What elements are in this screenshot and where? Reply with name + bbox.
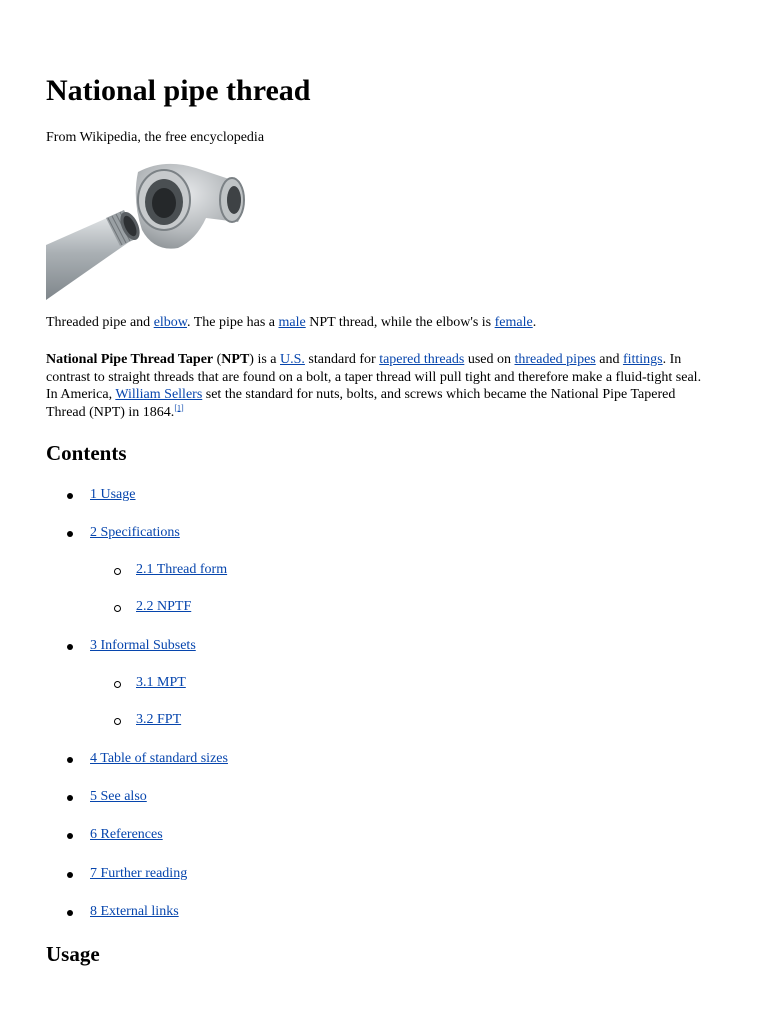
list-bullet <box>67 493 73 499</box>
reference-link-1[interactable]: [1] <box>174 402 184 412</box>
list-bullet <box>67 757 73 763</box>
caption-text-4: . <box>532 315 537 330</box>
lead-paragraph <box>46 351 706 421</box>
figure-caption <box>46 315 536 331</box>
list-circle <box>114 718 121 725</box>
list-bullet <box>67 644 73 650</box>
link-threaded-pipes[interactable]: threaded pipes <box>514 352 596 367</box>
link-tapered-threads[interactable]: tapered threads <box>379 352 465 367</box>
list-bullet <box>67 872 73 878</box>
link-female[interactable]: female <box>494 315 533 330</box>
toc-item-external-links[interactable]: 8 External links <box>90 904 179 919</box>
list-bullet <box>67 795 73 801</box>
list-bullet <box>67 531 73 537</box>
toc-item-mpt[interactable]: 3.1 MPT <box>136 675 186 690</box>
lead-text-6: . In contrast to straight threads that are found on a bolt, a taper thread will pull tight and therefore make a fluid-tight seal. In America, <box>46 352 702 402</box>
toc-item-usage[interactable]: 1 Usage <box>90 487 136 502</box>
pipe-and-elbow-image <box>46 160 251 306</box>
list-bullet <box>67 910 73 916</box>
list-bullet <box>67 833 73 839</box>
list-circle <box>114 605 121 612</box>
toc-item-nptf[interactable]: 2.2 NPTF <box>136 599 192 614</box>
toc-item-further-reading[interactable]: 7 Further reading <box>90 866 188 881</box>
caption-text-1: Threaded pipe and <box>46 315 154 330</box>
lead-text-4: used on <box>464 352 515 367</box>
toc-item-references[interactable]: 6 References <box>90 827 163 842</box>
lead-text-1: ( <box>213 352 222 367</box>
toc-item-see-also[interactable]: 5 See also <box>90 789 147 804</box>
toc-item-thread-form[interactable]: 2.1 Thread form <box>136 562 228 577</box>
lead-text-7: set the standard for nuts, bolts, and screws which became the National Pipe Tapered Thread (NPT) in 1864. <box>46 387 676 420</box>
list-circle <box>114 681 121 688</box>
list-circle <box>114 568 121 575</box>
lead-bold-abbr: NPT <box>221 352 250 367</box>
toc-item-specifications[interactable]: 2 Specifications <box>90 525 180 540</box>
lead-text-2: ) is a <box>249 352 281 367</box>
link-elbow[interactable]: elbow <box>153 315 187 330</box>
toc-item-standard-sizes[interactable]: 4 Table of standard sizes <box>90 751 228 766</box>
page-subtitle: From Wikipedia, the free encyclopedia <box>46 130 265 145</box>
caption-text-2: . The pipe has a <box>187 315 279 330</box>
contents-heading: Contents <box>46 441 127 465</box>
pipe-and-elbow-illustration <box>46 160 251 306</box>
toc-item-informal-subsets[interactable]: 3 Informal Subsets <box>90 638 196 653</box>
lead-bold-term: National Pipe Thread Taper <box>46 352 214 367</box>
lead-text-5: and <box>595 352 623 367</box>
toc-item-fpt[interactable]: 3.2 FPT <box>136 712 182 727</box>
page-title: National pipe thread <box>46 74 311 107</box>
lead-text-3: standard for <box>304 352 380 367</box>
usage-heading: Usage <box>46 942 100 966</box>
link-william-sellers[interactable]: William Sellers <box>115 387 203 402</box>
link-fittings[interactable]: fittings <box>622 352 663 367</box>
link-us[interactable]: U.S. <box>280 352 305 367</box>
link-male[interactable]: male <box>278 315 306 330</box>
caption-text-3: NPT thread, while the elbow's is <box>305 315 495 330</box>
